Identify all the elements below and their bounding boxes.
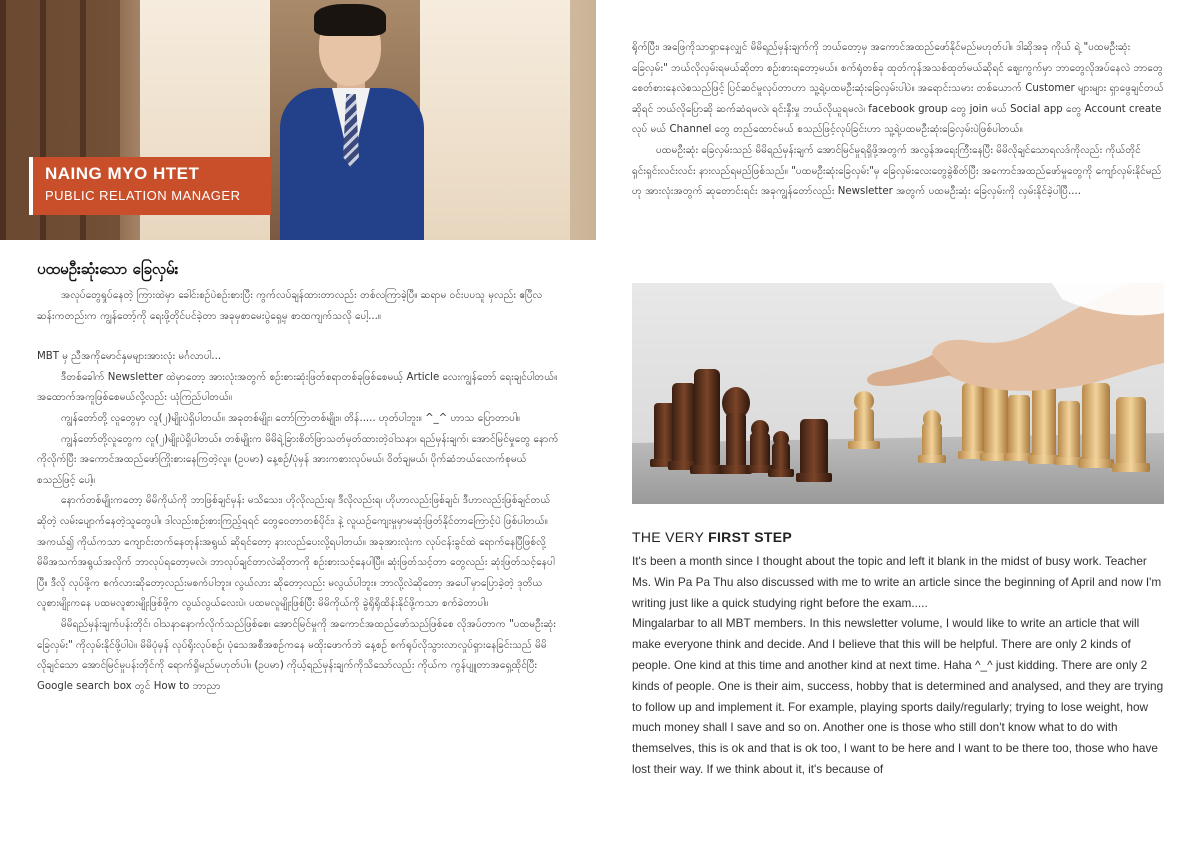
- myanmar-article-title: ပထမဦးဆုံးသော ခြေလှမ်း: [37, 260, 179, 278]
- title-bold: FIRST STEP: [708, 529, 793, 545]
- curtain-right: [420, 0, 570, 240]
- paragraph: နောက်တစ်မျိုးကတော့ မိမိကိုယ်ကို ဘာဖြစ်ချင်မှန်း မသိသေး၊ ဟိုလိုလည်းရ၊ ဒီလိုလည်းရ၊ ဟိုဟာလည်းဖြစ်ချင်၊ ဒီဟာလည်းဖြစ်ချင်တယ်ဆိုတဲ့ လမ်းပျောက်နေတဲ့သူတွေပါ။ ဒါလည်းစဉ်းစားကြည့်ရရင် တွေဝေတာတစ်ပိုင်း၊ နဲ့ လူယဉ်ကျေးမှုမှာမဆုံးဖြတ်နိုင်တာကြောင့်ပဲ ဖြစ်ပါတယ်။ အကယ်၍ ကိုယ်ကသာ ကျောင်းတက်နေတုန်းအရွယ် ဆိုရင်တော့ နားလည်ပေးလို့ရပါတယ်။ အခုအားလုံးက လုပ်ငန်းခွင်ထဲ ရောက်နေပြီဖြစ်လို့ မိမိအသက်အရွယ်အလိုက် ဘာလုပ်ရတော့မလဲ၊ ဘာလုပ်ချင်တာလဲဆိုတာကို စဉ်းစားသင့်နေပါပြီ။ ဆုံးဖြတ်သင့်တာ တွေလည်း ဆုံးဖြတ်သင့်နေပါပြီ။ ဒီလို လုပ်ဖို့က စက်လားဆိုတော့လည်းမစက်ပါဘူး။ လွယ်လား ဆိုတော့လည်း မလွယ်ပါဘူး။ ဘာလို့လဲဆိုတော့ အပေါ်မှာပြောခဲ့တဲ့ ဒုတိယလူစားမျိုးကနေ ပထမလူစားမျိုးဖြစ်ဖို့က လွယ်လွယ်လေးပဲ၊ ပထမလူမျိုးဖြစ်ပြီး မိမိကိုယ်ကို ခွဲရိုရိုထိန်းနိုင်ဖို့ကသာ စက်ခဲတာပါ။: [37, 495, 555, 610]
- right-page: [596, 0, 1191, 842]
- paragraph: It's been a month since I thought about the topic and left it blank in the midst of busy work. Teacher Ms. Win Pa Pa Thu also discussed with me to write an article since the beginning of April and now I'm writing just like a quick studying right before the exam.....: [632, 554, 1162, 610]
- english-article-title: [632, 529, 792, 545]
- paragraph: အလုပ်တွေရှုပ်နေတဲ့ ကြားထဲမှာ ခေါင်းစဉ်ပဲစဉ်းစားပြီး ကွက်လပ်ချန်ထားတာလည်း တစ်လကြာခဲ့ပြီ။ ဆရာမ ဝင်းပပသူ မှလည်း ဧပြီလဆန်းကတည်းက ကျွန်တော့်ကို ရေးဖို့တိုင်ပင်ခဲ့တာ အခုမှစာမေးပွဲရှေ့မှ စာထကျက်သလို ပေါ့...။: [37, 290, 543, 322]
- title-light: THE VERY: [632, 529, 704, 545]
- chess-photo: [632, 283, 1164, 504]
- profile-role: PUBLIC RELATION MANAGER: [45, 188, 241, 203]
- paragraph: ကျွန်တော်တို့ လူတွေမှာ လူ(၂)မျိုးပဲရှိပါတယ်။ အခုတစ်မျိုး၊ တော်ကြာတစ်မျိုး။ တိန်..... ဟုတ်ပါဘူး။ ^_^ ဟာသ ပြောတာပါ။: [61, 412, 520, 424]
- paragraph: MBT မှ ညီအကိုမောင်နှမများအားလုံး မင်္ဂလာပါ...: [37, 351, 222, 363]
- profile-name: NAING MYO HTET: [45, 164, 200, 183]
- hero-portrait-photo: [0, 0, 596, 240]
- hair: [314, 4, 386, 36]
- english-article-body: [632, 551, 1165, 780]
- paragraph: ဒီတစ်ခေါက် Newsletter ထဲမှာတော့ အားလုံးအတွက် စဉ်းစားဆုံးဖြတ်စရာတစ်ခုဖြစ်စေမယ့် Article လေးကျွန်တော် ရေးချင်ပါတယ်။ အထောက်အကူဖြစ်စေမယ်လို့လည်း ယုံကြည်ပါတယ်။: [37, 371, 558, 404]
- paragraph: ရိုက်ပြီး၊ အဖြေကိုသာရှာနေလျှင် မိမိရည်မှန်းချက်ကို ဘယ်တော့မှ အကောင်အထည်ဖော်နိုင်မည်မဟုတ်ပါ။ ဒါဆိုအခု ကိုယ် ရဲ့ "ပထမဦးဆုံးခြေလှမ်း" ဘယ်လိုလှမ်းရမယ်ဆိုတာ စဉ်းစားရတော့မယ်။ စက်ရုံတစ်ခု ထုတ်ကုန်အသစ်ထုတ်မယ်ဆိုရင် ဈေးကွက်မှာ ဘာတွေလိုအပ်နေလဲ ဘာတွေစေတ်စားနေလဲစသည်ဖြင့် ပြင်ဆင်မှုလုပ်တာဟာ သူ့ရဲ့ပထမဦးဆုံးခြေလှမ်းပါပဲ။ အရောင်းသမား တစ်ယောက် Customer များများ ရှာဖွေချင်တယ်ဆိုရင် ဘယ်လိုပြောဆို ဆက်ဆံရမလဲ၊ ရင်းနှီးမှု ဘယ်လိုယူရမလဲ၊ facebook group တွေ join မယ် Social app တွေ Account create လုပ် မယ် Channel တွေ တည်ထောင်မယ် စသည်ဖြင့်လုပ်ခြင်းဟာ သူ့ရဲ့ပထမဦးဆုံးခြေလှမ်းပဲဖြစ်ပါတယ်။: [632, 42, 1164, 136]
- paragraph: ပထမဦးဆုံး ခြေလှမ်းသည် မိမိရည်မှန်းချက် အောင်မြင်မှုရရှိဖို့အတွက် အလွန်အရေးကြီးနေပြီး မိမိလိုချင်သောရလဒ်ကိုလည်း ကိုယ်တိုင်ရှင်းရှင်းလင်းလင်း နားလည်ရမည်ဖြစ်သည်။ "ပထမဦးဆုံးခြေလှမ်း"မှ ခြေလှမ်းလေးတွေခွဲစိတ်ပြီး အကောင်အထည်ဖော်မှုတွေကို ကျော်လှမ်းနိုင်မည်ဟု အားလုံးအတွက် ဆုတောင်းရင်း အခုကျွန်တော်လည်း Newsletter အတွက် ပထမဦးဆုံး ခြေလှမ်းကို လှမ်းနိုင်ခဲ့ပါပြီ....: [632, 144, 1162, 198]
- portrait-person: [272, 0, 432, 240]
- paragraph: မိမိရည်မှန်းချက်ပန်းတိုင်၊ ဝါသနာနောက်လိုက်သည်ဖြစ်စေ၊ အောင်မြင်မှုကို အကောင်အထည်ဖော်သည်ဖြစ်စေ လိုအပ်တာက "ပထမဦးဆုံးခြေလှမ်း" ကိုလှမ်းနိုင်ဖို့ပါပဲ။ မိမိပုံမှန် လုပ်ရိုးလုပ်စဉ်၊ ပုံသေအစီအစဉ်ကနေ မထိုးဖောက်ဘဲ နေ့စဉ် စက်ရုပ်လိုသွားလာလှုပ်ရှားနေခြင်းသည် မိမိလိုချင်သော အောင်မြင်မှုပန်းတိုင်ကို ရောက်ရှိမည်မဟုတ်ပါ။ (ဥပမာ) ကိုယ့်ရည်မှန်းချက်ကိုသိသော်လည်း ကိုယ်က ကွန်ပျူတာအရှေ့ထိုင်ပြီး Google search box တွင် How to ဘာညာ: [37, 618, 556, 692]
- chess-photo-illustration: [632, 283, 1164, 504]
- myanmar-article-continued: [632, 38, 1164, 203]
- paragraph: Mingalarbar to all MBT members. In this newsletter volume, I would like to write an article that will make everyone think and decide. And I believe that this will be helpful. There are only 2 kinds of people. One kind at this time and another kind at next time. Haha ^_^ just kidding. There are only 2 kinds of people. One is their aim, success, hobby that is determined and analysed, and they are trying to follow up and implement it. For example, playing sports daily/regularly; trying to lose weight, how much money shall I save and so on. Another one is those who still don't know what to do with themselves, this is ok and that is ok too, I want to be here and I want to be there too, those who have lost their way. If we think about it, it's because of: [632, 616, 1164, 776]
- paragraph: ကျွန်တော်တို့လူတွေက လူ(၂)မျိုးပဲရှိပါတယ်။ တစ်မျိုးက မိမိရဲ့ခြားစိတ်ဖြာသတ်မှတ်ထားတဲ့ဝါသနာ၊ ရည်မှန်းချက်၊ အောင်မြင်မှုတွေ နောက်ကိုလိုက်ပြီး အကောင်အထည်ဖော်ကြိုးစားနေကြတဲ့လူ။ (ဥပမာ) နေ့စဉ်/ပုံမှန် အားကစားလုပ်မယ်၊ ဝိတ်ချမယ်၊ ပိုက်ဆံဘယ်လောက်စုမယ် စသည်ဖြင့် ပေါ့။: [37, 433, 559, 486]
- myanmar-article-body: [37, 286, 559, 697]
- nameplate: [29, 157, 271, 215]
